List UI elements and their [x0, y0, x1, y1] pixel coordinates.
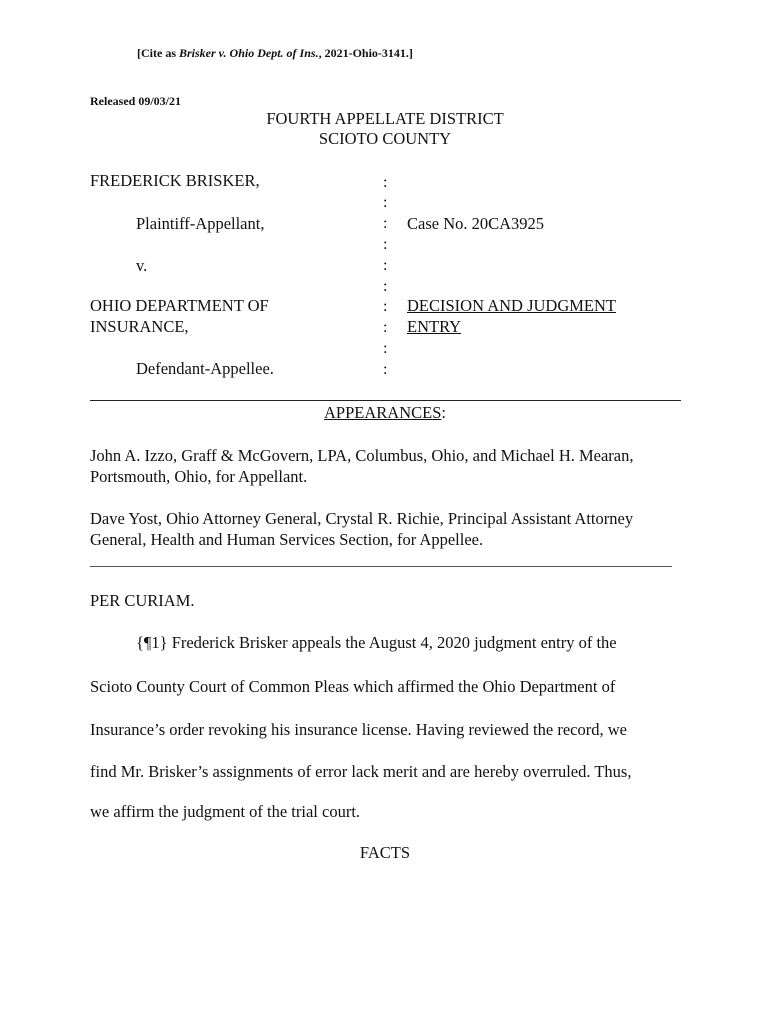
opinion-line: we affirm the judgment of the trial court. [90, 802, 361, 821]
versus: v. [136, 256, 148, 275]
defendant-name-line1: OHIO DEPARTMENT OF [90, 296, 269, 315]
appearances-heading-text: APPEARANCES [324, 403, 442, 422]
caption-colon: : [383, 340, 388, 357]
opinion-line: find Mr. Brisker’s assignments of error lack merit and are hereby overruled. Thus, [90, 762, 632, 781]
opinion-line: Insurance’s order revoking his insurance license. Having reviewed the record, we [90, 720, 627, 739]
decision-title-line1: DECISION AND JUDGMENT [407, 296, 616, 315]
appellee-counsel: Dave Yost, Ohio Attorney General, Crystal R. Richie, Principal Assistant Attorney General, Health and Human Services Section, for Appellee. [90, 509, 634, 549]
caption-divider [90, 400, 681, 401]
caption-colon: : [383, 194, 388, 211]
caption-colon: : [383, 298, 388, 315]
appearances-heading-colon: : [441, 403, 446, 422]
cite-suffix: , 2021-Ohio-3141.] [318, 46, 413, 60]
defendant-name-line2: INSURANCE, [90, 317, 189, 336]
caption-colon: : [383, 319, 388, 336]
citation-line [137, 46, 413, 61]
opinion-line: Scioto County Court of Common Pleas which affirmed the Ohio Department of [90, 677, 616, 696]
caption-colon: : [383, 361, 388, 378]
caption-colon: : [383, 215, 388, 232]
appellant-counsel: John A. Izzo, Graff & McGovern, LPA, Columbus, Ohio, and Michael H. Mearan, Portsmouth, Ohio, for Appellant. [90, 446, 634, 486]
decision-title-line2: ENTRY [407, 317, 462, 336]
appearances-divider [90, 566, 672, 567]
opinion-line: {¶1} Frederick Brisker appeals the August 4, 2020 judgment entry of the [136, 633, 617, 652]
plaintiff-role: Plaintiff-Appellant, [136, 214, 265, 233]
cite-prefix: [Cite as [137, 46, 179, 60]
caption-colon: : [383, 236, 388, 253]
appearances-heading [0, 403, 770, 423]
per-curiam: PER CURIAM. [90, 591, 195, 610]
caption-colon: : [383, 174, 388, 191]
court-county: SCIOTO COUNTY [318, 129, 452, 148]
defendant-role: Defendant-Appellee. [136, 359, 274, 378]
caption-colon: : [383, 257, 388, 274]
case-number: Case No. 20CA3925 [407, 214, 545, 233]
section-heading-facts: FACTS [359, 843, 411, 862]
plaintiff-name: FREDERICK BRISKER, [90, 171, 260, 190]
release-date: Released 09/03/21 [90, 94, 181, 108]
court-district: FOURTH APPELLATE DISTRICT [266, 109, 504, 128]
caption-colon: : [383, 278, 388, 295]
cite-case-name: Brisker v. Ohio Dept. of Ins. [179, 46, 319, 60]
